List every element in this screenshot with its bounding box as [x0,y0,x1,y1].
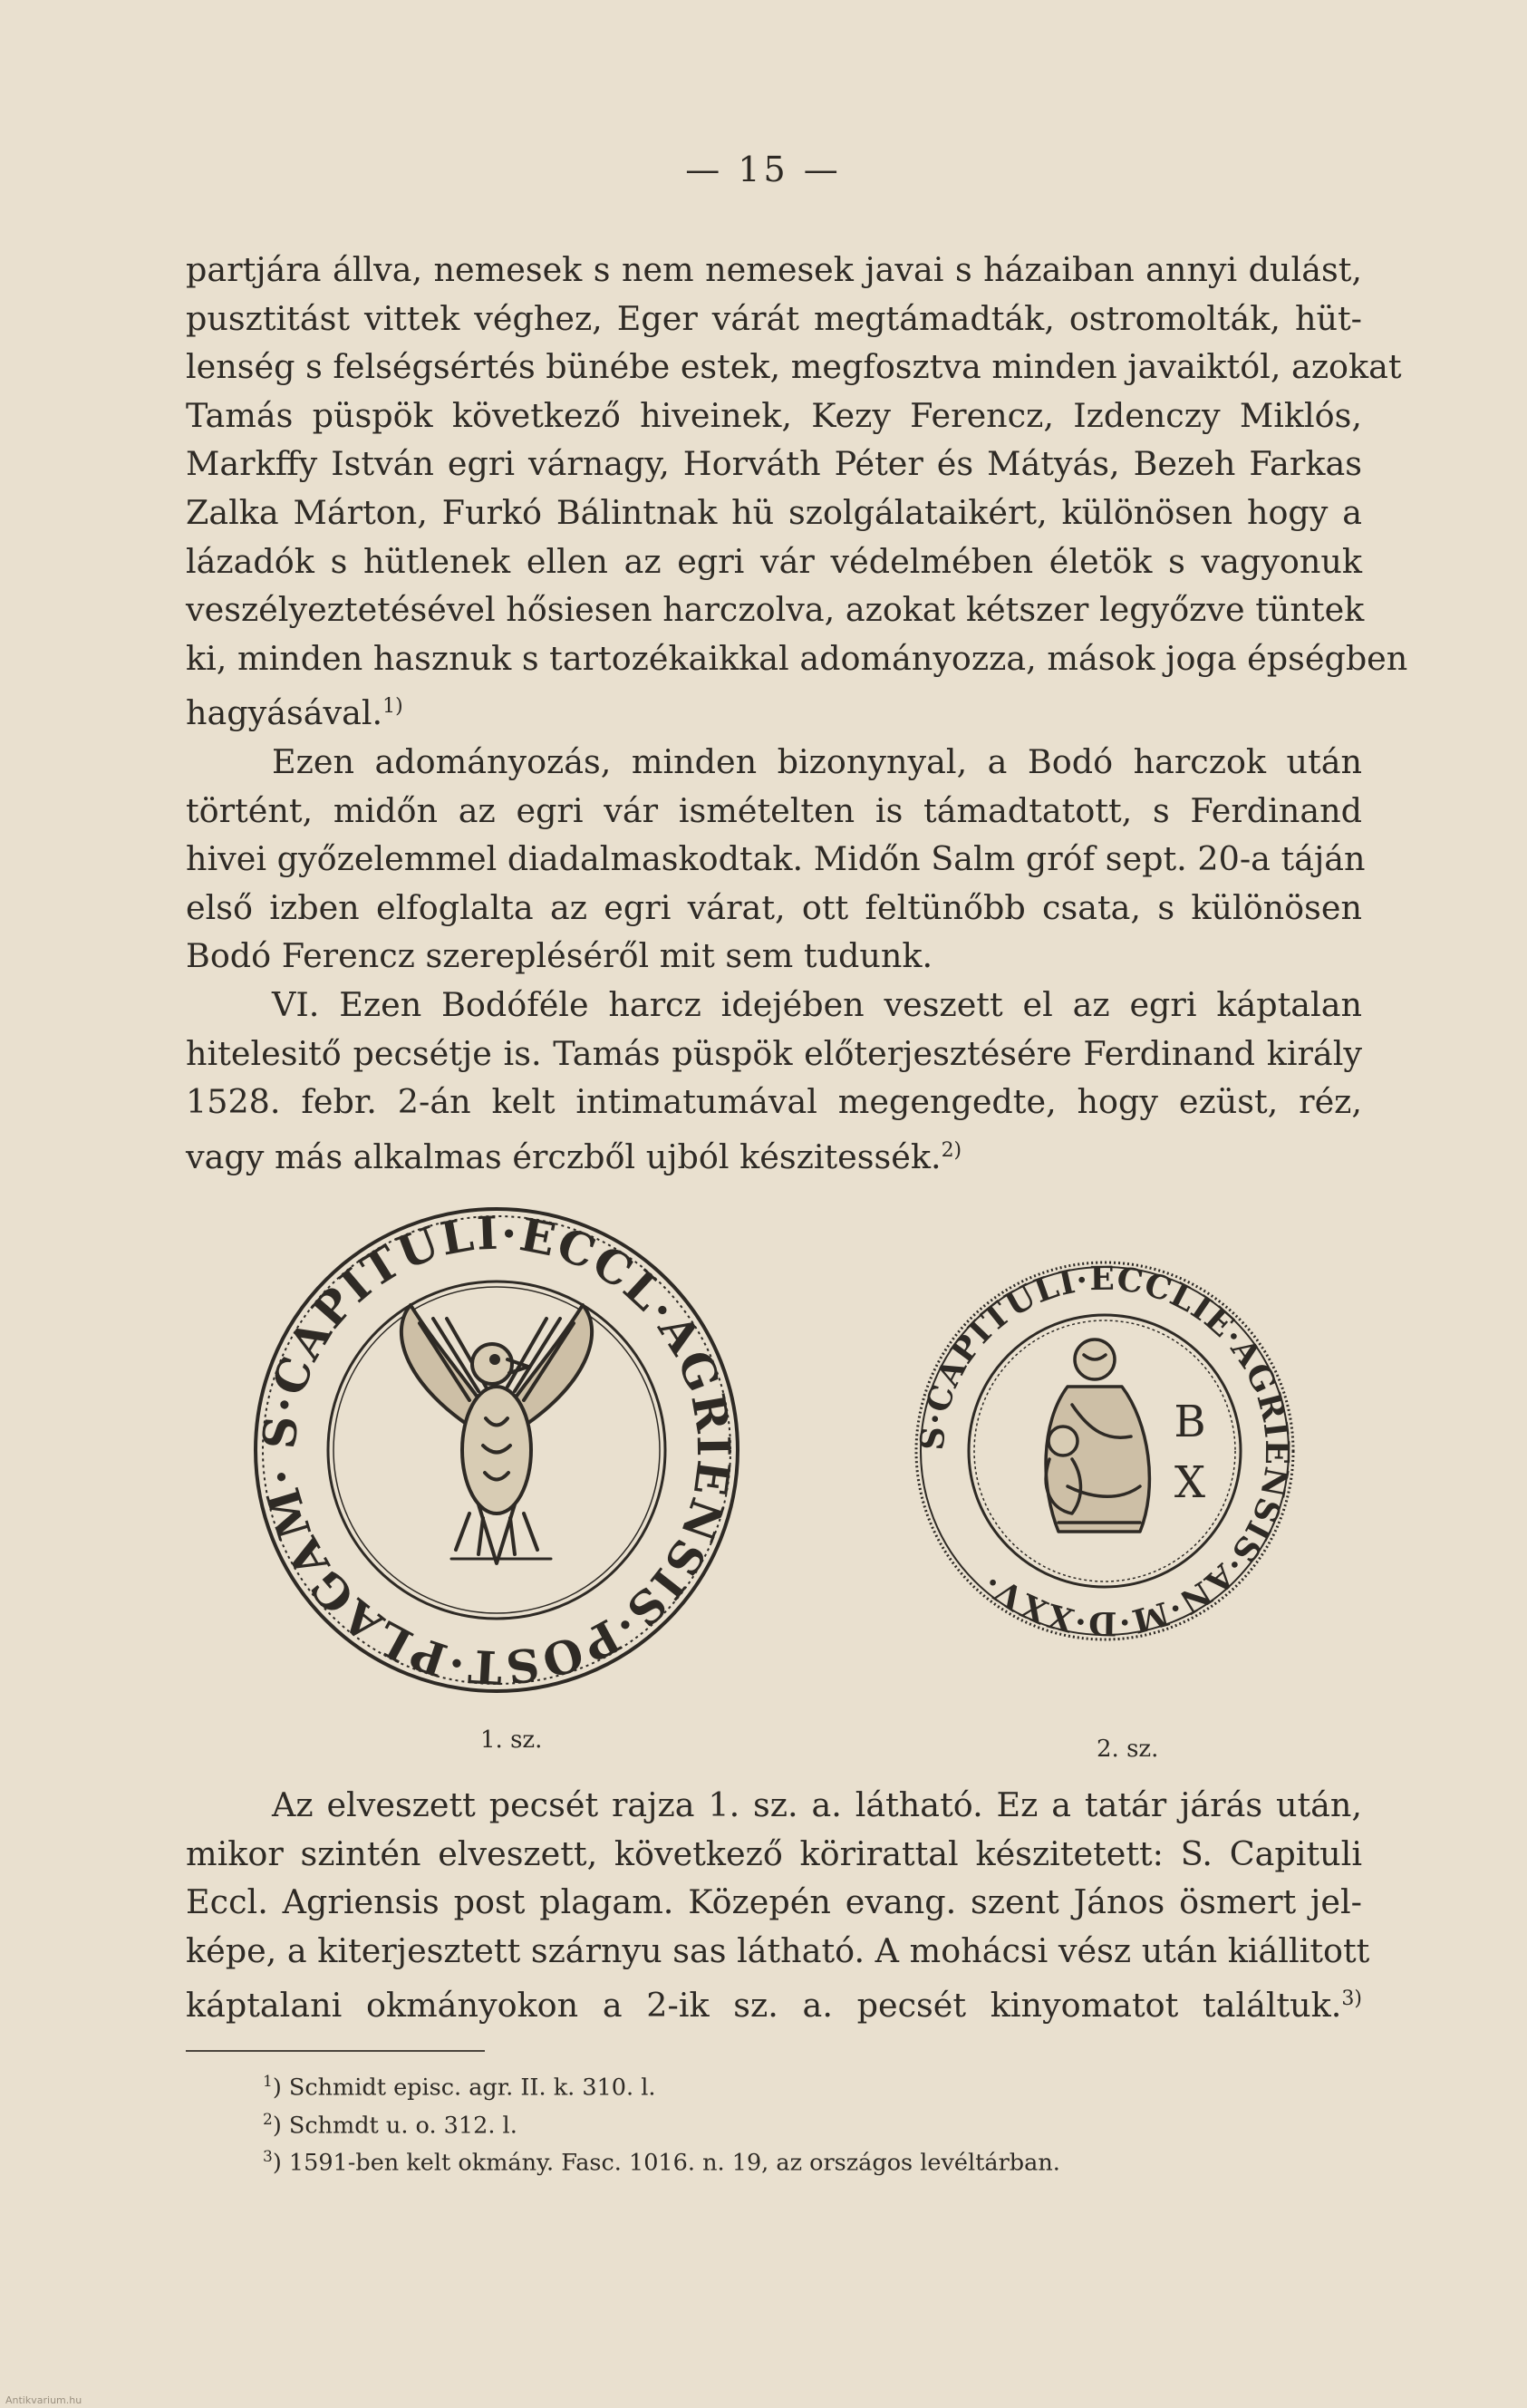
text-line: Ezen adományozás, minden bizonynyal, a Bodó harczok után [272,742,1362,782]
text-line: Az elveszett pecsét rajza 1. sz. a. látható. Ez a tatár járás után, [272,1785,1362,1824]
seal-2-letter-b: B [1174,1397,1206,1447]
text-line: Zalka Márton, Furkó Bálintnak hü szolgálataikért, különösen hogy a [186,492,1362,532]
madonna-icon [1046,1339,1149,1532]
text-line: káptalani okmányokon a 2-ik sz. a. pecsét kinyomatot találtuk.$^{3)}$ [186,1986,1362,2026]
seal-2-letter-x: X [1174,1457,1206,1508]
text-line: Tamás püspök következő hiveinek, Kezy Ferencz, Izdenczy Miklós, [186,395,1362,435]
text-line: VI. Ezen Bodóféle harcz idejében veszett el az egri káptalan [272,985,1362,1025]
text-line: partjára állva, nemesek s nem nemesek javai s házaiban annyi dulást, [186,250,1362,289]
text-line: hivei győzelemmel diadalmaskodtak. Midőn Salm gróf sept. 20-a táján [186,839,1366,879]
text-line: hitelesitő pecsétje is. Tamás püspök előterjesztésére Ferdinand király [186,1033,1362,1073]
footnote-ref[interactable]: 3) [1341,1987,1362,2011]
text-line: Bodó Ferencz szerepléséről mit sem tudunk. [186,936,933,976]
seal-1-eagle-image [252,1205,741,1695]
footnote-2: $^2$) Schmdt u. o. 312. l. [263,2110,517,2139]
text-line: lenség s felségsértés bünébe estek, megfosztva minden javaiktól, azokat [186,347,1402,387]
footnote-3: $^3$) 1591-ben kelt okmány. Fasc. 1016. n. 19, az országos levéltárban. [263,2148,1060,2177]
text-line: első izben elfoglalta az egri várat, ott feltünőbb csata, s különösen [186,887,1362,927]
text-line: hagyásával.$^{1)}$ [186,693,403,733]
seal-2-madonna-image [913,1260,1296,1642]
text-line: vagy más alkalmas érczből ujból készitessék.$^{2)}$ [186,1137,962,1176]
eagle-icon [401,1305,592,1563]
text-line: 1528. febr. 2-án kelt intimatumával megengedte, hogy ezüst, réz, [186,1082,1362,1122]
text-line: mikor szintén elveszett, következő körirattal készitetett: S. Capituli [186,1833,1362,1873]
text-line: pusztitást vittek véghez, Eger várát megtámadták, ostromolták, hüt- [186,298,1362,338]
seal-2-legend: S·CAPITULI·ECCLIE·AGRIENSIS·AN·M·D·XXV· [913,1260,1296,1642]
text-line: Markffy István egri várnagy, Horváth Péter és Mátyás, Bezeh Farkas [186,444,1362,484]
footnote-ref[interactable]: 1) [382,695,403,719]
seal-1-caption: 1. sz. [480,1726,543,1754]
watermark: Antikvarium.hu [5,2394,82,2406]
text-line: történt, midőn az egri vár ismételten is támadtatott, s Ferdinand [186,790,1362,830]
footnote-ref[interactable]: 2) [941,1138,962,1162]
text-line: képe, a kiterjesztett szárnyu sas látható. A mohácsi vész után kiállitott [186,1930,1370,1970]
seal-1-legend: S·CAPITULI·ECCL·AGRIENSIS·POST·PLAGAM· [252,1205,741,1695]
main-text-bottom [186,1781,1370,2030]
text-line: veszélyeztetésével hősiesen harczolva, azokat kétszer legyőzve tüntek [186,590,1365,630]
footnote-divider [186,2050,485,2052]
page-number: — 15 — [685,150,842,189]
footnotes [263,2066,1060,2180]
text-line: ki, minden hasznuk s tartozékaikkal adományozza, mások joga épségben [186,638,1408,678]
seal-2-caption: 2. sz. [1097,1736,1159,1763]
text-line: lázadók s hütlenek ellen az egri vár védelmében életök s vagyonuk [186,541,1362,581]
footnote-1: $^1$) Schmidt episc. agr. II. k. 310. l. [263,2073,656,2102]
main-text-top [186,246,1408,1182]
text-line: Eccl. Agriensis post plagam. Közepén evang. szent János ösmert jel- [186,1882,1362,1922]
